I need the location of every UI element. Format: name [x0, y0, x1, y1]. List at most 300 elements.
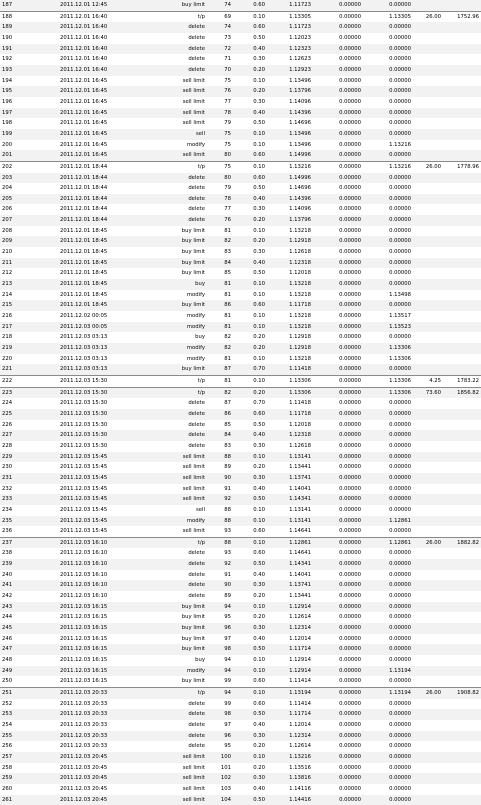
order-number-cell: 89 — [207, 462, 233, 473]
stop-loss-cell: 0.00000 — [313, 462, 363, 473]
deal-profit-cell — [413, 580, 443, 591]
deal-size-cell: 0.60 — [233, 150, 267, 161]
account-balance-cell — [443, 215, 481, 226]
table-row — [0, 375, 481, 387]
order-number-cell: 82 — [207, 236, 233, 247]
account-balance-cell — [443, 54, 481, 65]
stop-loss-cell: 0.00000 — [313, 666, 363, 677]
table-row — [0, 108, 481, 119]
deal-time-cell: 2011.12.03 20:45 — [32, 752, 148, 763]
deal-type-cell: delete — [148, 699, 207, 710]
deal-profit-cell — [413, 526, 443, 537]
deal-time-cell: 2011.12.03 20:33 — [32, 720, 148, 731]
stop-loss-cell: 0.00000 — [313, 526, 363, 537]
deal-number-cell: 242 — [0, 591, 32, 602]
table-row — [0, 76, 481, 87]
take-profit-cell: 0.00000 — [363, 612, 413, 623]
table-row — [0, 268, 481, 279]
deal-size-cell: 0.30 — [233, 247, 267, 258]
deal-profit-cell — [413, 720, 443, 731]
deal-time-cell: 2011.12.01 16:40 — [32, 65, 148, 76]
order-number-cell: 88 — [207, 516, 233, 527]
deal-size-cell: 0.50 — [233, 559, 267, 570]
deal-time-cell: 2011.12.01 18:44 — [32, 173, 148, 184]
take-profit-cell: 0.00000 — [363, 795, 413, 805]
deal-size-cell: 0.10 — [233, 452, 267, 463]
deal-number-cell: 199 — [0, 129, 32, 140]
deal-number-cell: 258 — [0, 763, 32, 774]
deal-type-cell: sell limit — [148, 108, 207, 119]
deal-number-cell: 210 — [0, 247, 32, 258]
table-row — [0, 494, 481, 505]
deal-number-cell: 255 — [0, 731, 32, 742]
deal-number-cell: 206 — [0, 204, 32, 215]
deal-number-cell: 236 — [0, 526, 32, 537]
take-profit-cell: 0.00000 — [363, 484, 413, 495]
stop-loss-cell: 0.00000 — [313, 311, 363, 322]
deal-price-cell: 1.12918 — [267, 332, 313, 343]
deal-type-cell: delete — [148, 548, 207, 559]
account-balance-cell — [443, 784, 481, 795]
order-number-cell: 86 — [207, 409, 233, 420]
deal-time-cell: 2011.12.03 20:33 — [32, 741, 148, 752]
account-balance-cell — [443, 97, 481, 108]
account-balance-cell — [443, 44, 481, 55]
deal-profit-cell — [413, 409, 443, 420]
deal-time-cell: 2011.12.01 18:44 — [32, 183, 148, 194]
table-row — [0, 612, 481, 623]
deal-time-cell: 2011.12.01 16:45 — [32, 140, 148, 151]
account-balance-cell — [443, 300, 481, 311]
deal-profit-cell — [413, 795, 443, 805]
deal-time-cell: 2011.12.03 16:10 — [32, 591, 148, 602]
stop-loss-cell: 0.00000 — [313, 226, 363, 237]
order-number-cell: 90 — [207, 580, 233, 591]
order-number-cell: 96 — [207, 731, 233, 742]
table-row — [0, 741, 481, 752]
deal-type-cell: delete — [148, 54, 207, 65]
table-row — [0, 537, 481, 548]
order-number-cell: 88 — [207, 505, 233, 516]
account-balance-cell — [443, 773, 481, 784]
account-balance-cell — [443, 676, 481, 687]
deal-type-cell: buy — [148, 279, 207, 290]
deal-profit-cell — [413, 655, 443, 666]
deal-number-cell: 245 — [0, 623, 32, 634]
deal-price-cell: 1.11723 — [267, 0, 313, 11]
deal-type-cell: delete — [148, 430, 207, 441]
deal-price-cell: 1.13306 — [267, 387, 313, 398]
take-profit-cell: 0.00000 — [363, 86, 413, 97]
order-number-cell: 76 — [207, 86, 233, 97]
account-balance-cell — [443, 741, 481, 752]
deal-price-cell: 1.11414 — [267, 699, 313, 710]
deal-time-cell: 2011.12.03 03:13 — [32, 332, 148, 343]
deal-price-cell: 1.12918 — [267, 236, 313, 247]
stop-loss-cell: 0.00000 — [313, 215, 363, 226]
order-number-cell: 75 — [207, 161, 233, 172]
account-balance-cell — [443, 311, 481, 322]
deal-profit-cell — [413, 173, 443, 184]
table-row — [0, 559, 481, 570]
deal-type-cell: delete — [148, 731, 207, 742]
take-profit-cell: 0.00000 — [363, 226, 413, 237]
table-row — [0, 591, 481, 602]
stop-loss-cell: 0.00000 — [313, 409, 363, 420]
deal-time-cell: 2011.12.01 18:45 — [32, 279, 148, 290]
deal-type-cell: delete — [148, 580, 207, 591]
deal-type-cell: delete — [148, 398, 207, 409]
deal-size-cell: 0.10 — [233, 311, 267, 322]
take-profit-cell: 1.13306 — [363, 375, 413, 387]
deal-time-cell: 2011.12.03 16:15 — [32, 644, 148, 655]
deal-size-cell: 0.60 — [233, 0, 267, 11]
take-profit-cell: 0.00000 — [363, 452, 413, 463]
deal-price-cell: 1.11718 — [267, 300, 313, 311]
deal-profit-cell — [413, 332, 443, 343]
take-profit-cell: 0.00000 — [363, 591, 413, 602]
deal-number-cell: 215 — [0, 300, 32, 311]
table-row — [0, 452, 481, 463]
deal-time-cell: 2011.12.03 15:30 — [32, 375, 148, 387]
deal-profit-cell — [413, 118, 443, 129]
deal-type-cell: buy limit — [148, 258, 207, 269]
deal-profit-cell: 26.00 — [413, 688, 443, 699]
account-balance-cell — [443, 623, 481, 634]
deal-time-cell: 2011.12.03 15:45 — [32, 516, 148, 527]
stop-loss-cell: 0.00000 — [313, 516, 363, 527]
deal-profit-cell — [413, 430, 443, 441]
deal-price-cell: 1.13516 — [267, 763, 313, 774]
deal-number-cell: 188 — [0, 11, 32, 22]
order-number-cell: 93 — [207, 548, 233, 559]
deal-time-cell: 2011.12.01 18:44 — [32, 215, 148, 226]
deal-size-cell: 0.10 — [233, 537, 267, 548]
deal-price-cell: 1.14416 — [267, 795, 313, 805]
deal-price-cell: 1.14996 — [267, 150, 313, 161]
stop-loss-cell: 0.00000 — [313, 505, 363, 516]
stop-loss-cell: 0.00000 — [313, 580, 363, 591]
table-row — [0, 226, 481, 237]
deal-time-cell: 2011.12.01 16:40 — [32, 11, 148, 22]
deal-profit-cell — [413, 634, 443, 645]
deal-type-cell: t/p — [148, 11, 207, 22]
account-balance-cell — [443, 430, 481, 441]
deal-price-cell: 1.12314 — [267, 623, 313, 634]
deal-profit-cell — [413, 548, 443, 559]
deal-type-cell: modify — [148, 343, 207, 354]
table-row — [0, 65, 481, 76]
deal-price-cell: 1.14641 — [267, 526, 313, 537]
table-row — [0, 505, 481, 516]
stop-loss-cell: 0.00000 — [313, 354, 363, 365]
deal-profit-cell — [413, 741, 443, 752]
deal-profit-cell — [413, 268, 443, 279]
stop-loss-cell: 0.00000 — [313, 11, 363, 22]
order-number-cell: 75 — [207, 129, 233, 140]
deal-number-cell: 238 — [0, 548, 32, 559]
stop-loss-cell: 0.00000 — [313, 494, 363, 505]
deal-time-cell: 2011.12.01 16:45 — [32, 150, 148, 161]
deal-price-cell: 1.14641 — [267, 548, 313, 559]
take-profit-cell: 1.13523 — [363, 322, 413, 333]
deal-size-cell: 0.50 — [233, 494, 267, 505]
deal-size-cell: 0.20 — [233, 86, 267, 97]
deal-profit-cell — [413, 591, 443, 602]
deal-time-cell: 2011.12.01 18:44 — [32, 204, 148, 215]
deal-size-cell: 0.30 — [233, 623, 267, 634]
deal-profit-cell — [413, 623, 443, 634]
account-balance-cell: 1882.82 — [443, 537, 481, 548]
table-row — [0, 644, 481, 655]
take-profit-cell: 0.00000 — [363, 398, 413, 409]
deal-time-cell: 2011.12.03 16:15 — [32, 655, 148, 666]
deal-time-cell: 2011.12.01 16:45 — [32, 118, 148, 129]
take-profit-cell: 1.12861 — [363, 537, 413, 548]
deal-profit-cell — [413, 97, 443, 108]
account-balance-cell — [443, 462, 481, 473]
deal-number-cell: 211 — [0, 258, 32, 269]
account-balance-cell — [443, 559, 481, 570]
order-number-cell: 69 — [207, 11, 233, 22]
deal-time-cell: 2011.12.03 16:15 — [32, 676, 148, 687]
take-profit-cell: 0.00000 — [363, 332, 413, 343]
deal-time-cell: 2011.12.03 16:15 — [32, 612, 148, 623]
deal-time-cell: 2011.12.03 16:10 — [32, 559, 148, 570]
order-number-cell: 90 — [207, 473, 233, 484]
table-row — [0, 699, 481, 710]
deal-time-cell: 2011.12.01 18:45 — [32, 300, 148, 311]
order-number-cell: 80 — [207, 173, 233, 184]
order-number-cell: 87 — [207, 364, 233, 375]
account-balance-cell — [443, 644, 481, 655]
deal-type-cell: buy limit — [148, 644, 207, 655]
account-balance-cell — [443, 516, 481, 527]
deal-number-cell: 218 — [0, 332, 32, 343]
deal-profit-cell — [413, 311, 443, 322]
table-row — [0, 161, 481, 172]
order-number-cell: 81 — [207, 226, 233, 237]
deal-number-cell: 260 — [0, 784, 32, 795]
deal-profit-cell — [413, 150, 443, 161]
table-row — [0, 343, 481, 354]
deal-type-cell: delete — [148, 204, 207, 215]
deal-size-cell: 0.60 — [233, 173, 267, 184]
deal-profit-cell — [413, 22, 443, 33]
deal-number-cell: 254 — [0, 720, 32, 731]
deal-number-cell: 235 — [0, 516, 32, 527]
deal-size-cell: 0.10 — [233, 129, 267, 140]
order-number-cell: 93 — [207, 526, 233, 537]
deal-size-cell: 0.50 — [233, 795, 267, 805]
deal-number-cell: 224 — [0, 398, 32, 409]
deal-profit-cell — [413, 570, 443, 581]
deal-price-cell: 1.13218 — [267, 279, 313, 290]
stop-loss-cell: 0.00000 — [313, 375, 363, 387]
deal-number-cell: 233 — [0, 494, 32, 505]
deal-number-cell: 228 — [0, 441, 32, 452]
deal-price-cell: 1.13741 — [267, 473, 313, 484]
account-balance-cell — [443, 709, 481, 720]
deal-size-cell: 0.40 — [233, 430, 267, 441]
stop-loss-cell: 0.00000 — [313, 129, 363, 140]
table-row — [0, 118, 481, 129]
account-balance-cell — [443, 484, 481, 495]
deal-number-cell: 220 — [0, 354, 32, 365]
deal-number-cell: 229 — [0, 452, 32, 463]
account-balance-cell — [443, 86, 481, 97]
take-profit-cell: 0.00000 — [363, 634, 413, 645]
order-number-cell: 94 — [207, 602, 233, 613]
deal-number-cell: 223 — [0, 387, 32, 398]
order-number-cell: 103 — [207, 784, 233, 795]
account-balance-cell — [443, 129, 481, 140]
deal-type-cell: buy limit — [148, 634, 207, 645]
deal-profit-cell — [413, 226, 443, 237]
deal-type-cell: delete — [148, 44, 207, 55]
take-profit-cell: 0.00000 — [363, 505, 413, 516]
table-row — [0, 322, 481, 333]
deal-number-cell: 252 — [0, 699, 32, 710]
deal-size-cell: 0.10 — [233, 76, 267, 87]
deal-type-cell: buy limit — [148, 300, 207, 311]
deal-time-cell: 2011.12.03 03:13 — [32, 354, 148, 365]
table-row — [0, 688, 481, 699]
take-profit-cell: 0.00000 — [363, 473, 413, 484]
deal-type-cell: modify — [148, 311, 207, 322]
order-number-cell: 84 — [207, 258, 233, 269]
stop-loss-cell: 0.00000 — [313, 784, 363, 795]
deal-size-cell: 0.30 — [233, 473, 267, 484]
order-number-cell: 94 — [207, 655, 233, 666]
deal-price-cell: 1.12618 — [267, 441, 313, 452]
deal-price-cell: 1.14696 — [267, 183, 313, 194]
deal-number-cell: 241 — [0, 580, 32, 591]
account-balance-cell — [443, 183, 481, 194]
deal-profit-cell — [413, 33, 443, 44]
account-balance-cell — [443, 76, 481, 87]
stop-loss-cell: 0.00000 — [313, 86, 363, 97]
order-number-cell: 81 — [207, 354, 233, 365]
deal-price-cell: 1.12923 — [267, 65, 313, 76]
take-profit-cell: 1.13306 — [363, 387, 413, 398]
deal-number-cell: 256 — [0, 741, 32, 752]
take-profit-cell: 0.00000 — [363, 300, 413, 311]
deal-time-cell: 2011.12.03 20:45 — [32, 763, 148, 774]
deal-size-cell: 0.40 — [233, 44, 267, 55]
deal-size-cell: 0.20 — [233, 387, 267, 398]
order-number-cell: 98 — [207, 644, 233, 655]
deal-type-cell: delete — [148, 741, 207, 752]
take-profit-cell: 0.00000 — [363, 129, 413, 140]
take-profit-cell: 0.00000 — [363, 741, 413, 752]
table-row — [0, 215, 481, 226]
stop-loss-cell: 0.00000 — [313, 140, 363, 151]
stop-loss-cell: 0.00000 — [313, 22, 363, 33]
account-balance-cell — [443, 666, 481, 677]
deal-profit-cell — [413, 129, 443, 140]
deal-time-cell: 2011.12.03 15:30 — [32, 430, 148, 441]
deal-size-cell: 0.60 — [233, 548, 267, 559]
order-number-cell: 100 — [207, 752, 233, 763]
deal-number-cell: 201 — [0, 150, 32, 161]
deal-price-cell: 1.13796 — [267, 215, 313, 226]
deal-number-cell: 249 — [0, 666, 32, 677]
account-balance-cell — [443, 140, 481, 151]
take-profit-cell: 0.00000 — [363, 108, 413, 119]
deal-number-cell: 213 — [0, 279, 32, 290]
take-profit-cell: 0.00000 — [363, 752, 413, 763]
deal-number-cell: 194 — [0, 76, 32, 87]
deal-size-cell: 0.50 — [233, 268, 267, 279]
deal-size-cell: 0.10 — [233, 290, 267, 301]
deal-profit-cell — [413, 76, 443, 87]
take-profit-cell: 0.00000 — [363, 526, 413, 537]
table-row — [0, 570, 481, 581]
deal-profit-cell — [413, 65, 443, 76]
table-row — [0, 473, 481, 484]
deal-type-cell: delete — [148, 420, 207, 431]
deal-number-cell: 209 — [0, 236, 32, 247]
account-balance-cell — [443, 279, 481, 290]
deal-profit-cell — [413, 44, 443, 55]
deal-size-cell: 0.30 — [233, 580, 267, 591]
table-row — [0, 462, 481, 473]
table-row — [0, 279, 481, 290]
order-number-cell: 83 — [207, 441, 233, 452]
order-number-cell: 78 — [207, 108, 233, 119]
deal-price-cell: 1.13496 — [267, 129, 313, 140]
order-number-cell: 79 — [207, 118, 233, 129]
deal-number-cell: 222 — [0, 375, 32, 387]
deal-number-cell: 207 — [0, 215, 32, 226]
order-number-cell: 98 — [207, 709, 233, 720]
stop-loss-cell: 0.00000 — [313, 268, 363, 279]
deal-profit-cell — [413, 108, 443, 119]
deal-price-cell: 1.12914 — [267, 602, 313, 613]
deal-profit-cell — [413, 204, 443, 215]
deal-size-cell: 0.10 — [233, 602, 267, 613]
deal-number-cell: 243 — [0, 602, 32, 613]
deal-type-cell: t/p — [148, 387, 207, 398]
deal-type-cell: t/p — [148, 161, 207, 172]
deal-number-cell: 230 — [0, 462, 32, 473]
deal-price-cell: 1.13216 — [267, 161, 313, 172]
deal-type-cell: sell limit — [148, 118, 207, 129]
account-balance-cell — [443, 580, 481, 591]
deal-size-cell: 0.30 — [233, 773, 267, 784]
deal-time-cell: 2011.12.03 20:33 — [32, 731, 148, 742]
account-balance-cell — [443, 731, 481, 742]
deal-profit-cell — [413, 505, 443, 516]
deal-profit-cell — [413, 676, 443, 687]
deal-size-cell: 0.40 — [233, 720, 267, 731]
deal-size-cell: 0.60 — [233, 676, 267, 687]
deal-price-cell: 1.12018 — [267, 420, 313, 431]
deal-number-cell: 237 — [0, 537, 32, 548]
take-profit-cell: 1.13306 — [363, 343, 413, 354]
account-balance-cell — [443, 699, 481, 710]
take-profit-cell: 0.00000 — [363, 559, 413, 570]
deal-profit-cell — [413, 54, 443, 65]
deal-time-cell: 2011.12.03 15:30 — [32, 409, 148, 420]
account-balance-cell — [443, 150, 481, 161]
stop-loss-cell: 0.00000 — [313, 763, 363, 774]
deal-type-cell: delete — [148, 409, 207, 420]
deal-type-cell: buy limit — [148, 623, 207, 634]
table-row — [0, 300, 481, 311]
table-row — [0, 666, 481, 677]
